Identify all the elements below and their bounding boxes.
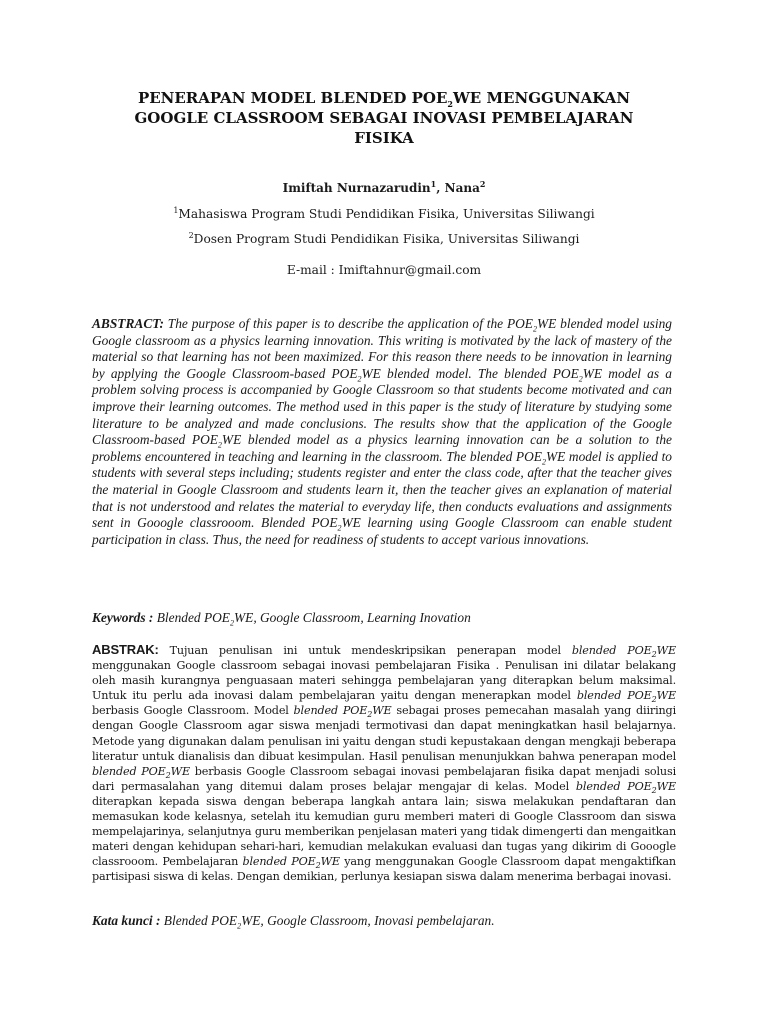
- affiliation-text: Dosen Program Studi Pendidikan Fisika, Universitas Siliwangi: [193, 232, 580, 246]
- keywords-text: Blended POE: [153, 610, 230, 625]
- model-term-text: blended POE: [92, 764, 166, 778]
- model-term-text: WE: [656, 779, 676, 793]
- abstract-indonesian: [92, 642, 676, 885]
- abstrak-text: yang menggunakan Google Classroom dapat mengaktifkan partisipasi siswa di kelas. Dengan demikian, perlunya kesiapan siswa dalam menerima berbagai inovasi.: [92, 855, 676, 884]
- affiliation-2: [92, 231, 676, 247]
- model-term: [576, 689, 676, 705]
- title-text: PENERAPAN MODEL BLENDED POE: [137, 89, 448, 107]
- model-term-text: blended POE: [576, 689, 652, 703]
- abstrak-text: Tujuan penulisan ini untuk mendeskripsikan penerapan model: [158, 644, 572, 657]
- model-term: [571, 644, 676, 660]
- keywords-text: WE, Google Classroom, Learning Inovation: [233, 610, 471, 625]
- keywords-indonesian: [92, 913, 672, 930]
- subscript: 2: [651, 695, 657, 705]
- model-term-text: blended POE: [575, 779, 652, 793]
- title-subscript: 2: [447, 99, 453, 109]
- subscript: 2: [165, 770, 171, 780]
- abstrak-text: diterapkan kepada siswa dengan beberapa langkah antara lain; siswa melakukan pendaftaran dan memasukan kode kelasnya, setelah itu kemudian guru memberi materi di Google Classroom dan siswa mempelajarinya, selanjutnya guru memberikan penjelasan materi yang tidak dimengerti dan mengaitkan materi dengan kehidupan sehari-hari, kemudian melakukan evaluasi dan tugas yang dikirim di Gooogle classrooom. Pembelajaran: [92, 794, 676, 869]
- model-term: [293, 704, 392, 720]
- kata-kunci-text: WE, Google Classroom, Inovasi pembelajaran.: [241, 913, 495, 928]
- subscript: 2: [237, 921, 242, 931]
- abstract-text: WE model as a problem solving process is accompanied by Google Classroom so that students become motivated and can improve their learning outcomes. The method used in this paper is the study of literature by studying some literature to be analyzed and made conclusions. The results show that the application of the Google Classroom-based POE: [92, 365, 672, 448]
- keywords-english: [92, 610, 672, 627]
- abstrak-text: menggunakan Google classroom sebagai inovasi pembelajaran Fisika . Penulisan ini dilatar belakang oleh masih kurangnya penguasaan materi sehingga pembelajaran yang diterapkan belum maksimal. Untuk itu perlu ada inovasi dalam pembelajaran yaitu dengan menerapkan model: [92, 659, 676, 703]
- subscript: 2: [367, 710, 373, 720]
- abstract-text: WE learning using Google Classroom can enable student participation in class. Thus, the need for readiness of students to accept various innovations.: [92, 515, 672, 547]
- subscript: 2: [337, 523, 342, 533]
- model-term-text: WE: [656, 689, 676, 703]
- model-term-text: WE: [656, 644, 676, 657]
- abstrak-text: berbasis Google Classroom. Model: [92, 704, 294, 718]
- abstract-text: WE blended model as a physics learning innovation can be a solution to the problems encountered in teaching and learning in the classroom. The blended POE: [92, 432, 672, 464]
- subscript: 2: [541, 457, 546, 467]
- subscript: 2: [357, 374, 362, 384]
- affiliation-text: Mahasiswa Program Studi Pendidikan Fisika, Universitas Siliwangi: [178, 207, 595, 221]
- author-separator: ,: [436, 181, 445, 195]
- subscript: 2: [651, 786, 657, 796]
- abstract-text: WE model is applied to students with several steps including; students register and enter the class code, after that the teacher gives the material in Google Classroom and students learn it, then the teacher gives an explanation of material that is not understood and relates the material to everyday life, then conducts evaluations and assignments sent in Gooogle classrooom. Blended POE: [92, 448, 672, 531]
- abstract-text: WE blended model. The blended POE: [361, 365, 579, 381]
- author-affiliation-mark: 2: [479, 179, 486, 189]
- title-line-3: FISIKA: [354, 129, 414, 147]
- abstract-english: [92, 316, 672, 548]
- model-term-text: WE: [372, 704, 392, 718]
- affiliation-mark: 2: [188, 230, 194, 240]
- model-term-text: WE: [320, 855, 340, 869]
- paper-title: [92, 88, 676, 148]
- abstrak-text: berbasis Google Classroom sebagai inovasi pembelajaran fisika dapat menjadi solusi dari permasalahan yang ditemui dalam proses belajar mengajar di kelas. Model: [92, 764, 676, 793]
- title-line-2: GOOGLE CLASSROOM SEBAGAI INOVASI PEMBELAJARAN: [134, 109, 634, 127]
- model-term-text: blended POE: [293, 704, 368, 718]
- abstract-text: WE blended model using Google classroom as a physics learning innovation. This writing is motivated by the lack of mastery of the material so that learning has not been maximized. For this reason there needs to be innovation in learning by applying the Google Classroom-based POE: [92, 316, 672, 381]
- subscript: 2: [578, 374, 583, 384]
- subscript: 2: [651, 650, 657, 660]
- author-name: Nana: [444, 181, 480, 195]
- author-email: E-mail : Imiftahnur@gmail.com: [286, 263, 482, 277]
- abstrak-label: ABSTRAK:: [92, 642, 159, 657]
- model-term-text: WE: [170, 764, 190, 778]
- affiliation-mark: 1: [173, 205, 179, 215]
- subscript: 2: [315, 861, 321, 871]
- author-name: Imiftah Nurnazarudin: [282, 181, 431, 195]
- title-text: WE MENGGUNAKAN: [452, 89, 631, 107]
- abstract-text: The purpose of this paper is to describe the application of the POE: [163, 316, 533, 331]
- subscript: 2: [217, 440, 222, 450]
- affiliation-1: [92, 206, 676, 222]
- author-affiliation-mark: 1: [430, 179, 437, 189]
- model-term-text: blended POE: [571, 644, 652, 657]
- subscript: 2: [533, 324, 537, 334]
- title-line-1: [92, 88, 676, 108]
- model-term: [575, 779, 676, 796]
- model-term-text: blended POE: [242, 855, 316, 869]
- model-term: [92, 765, 190, 778]
- kata-kunci-text: Blended POE: [160, 913, 238, 928]
- subscript: 2: [229, 618, 234, 628]
- model-term: [242, 855, 340, 871]
- kata-kunci-label: Kata kunci :: [92, 913, 161, 928]
- abstract-label: ABSTRACT:: [92, 316, 164, 331]
- keywords-label: Keywords :: [92, 610, 154, 625]
- abstrak-text: sebagai proses pemecahan masalah yang diiringi dengan Google Classroom agar siswa menjadi termotivasi dan dapat meningkatkan hasil belajarnya. Metode yang digunakan dalam penulisan ini yaitu dengan studi kepustakaan dengan mengkaji beberapa literatur untuk dianalisis dan dibuat kesimpulan. Hasil penulisan menunjukkan bahwa penerapan model: [92, 704, 676, 763]
- author-list: [92, 180, 676, 196]
